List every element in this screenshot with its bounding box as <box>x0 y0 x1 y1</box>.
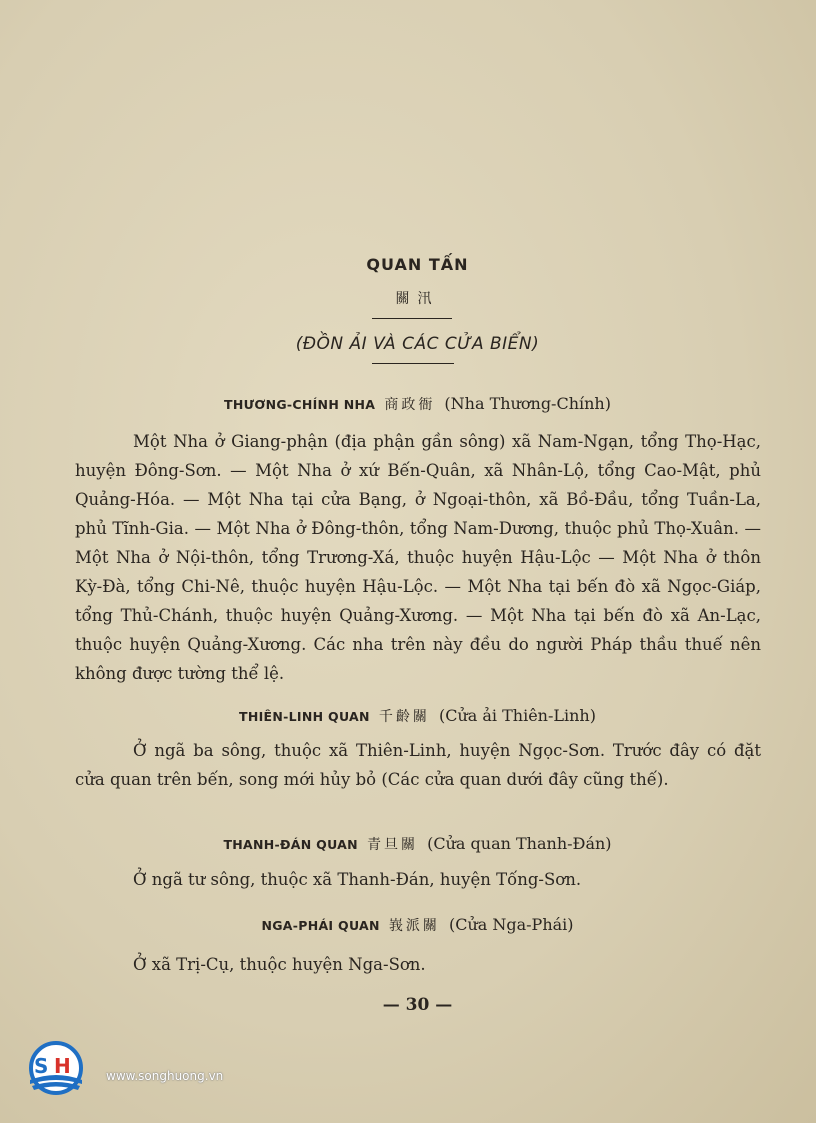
section-heading-thanh-dan <box>0 834 816 854</box>
section-name: THANH-ĐÁN QUAN <box>223 837 358 852</box>
section-han: 青旦關 <box>367 837 419 853</box>
page-title: QUAN TẤN <box>366 255 469 274</box>
section-gloss: (Cửa Nga-Phái) <box>448 915 574 934</box>
section-name: NGA-PHÁI QUAN <box>261 918 380 933</box>
section-body-thuong-chinh: Một Nha ở Giang-phận (địa phận gần sông) xã Nam-Ngạn, tổng Thọ-Hạc, huyện Đông-Sơn. — Một Nha ở xứ Bến-Quân, xã Nhân-Lộ, tổng Cao-Mật, phủ Quảng-Hóa. — Một Nha tại cửa Bạng, ở Ngoại-thôn, xã Bồ-Đầu, tổng Tuần-La, phủ Tĩnh-Gia. — Một Nha ở Đông-thôn, tổng Nam-Dương, thuộc phủ Thọ-Xuân. — Một Nha ở Nội-thôn, tổng Trương-Xá, thuộc huyện Hậu-Lộc — Một Nha ở thôn Kỳ-Đà, tổng Chi-Nê, thuộc huyện Hậu-Lộc. — Một Nha tại bến đò xã Ngọc-Giáp, tổng Thủ-Chánh, thuộc huyện Quảng-Xương. — Một Nha tại bến đò xã An-Lạc, thuộc huyện Quảng-Xương. Các nha trên này đều do người Pháp thầu thuế nên không được tường thể lệ. <box>75 432 761 683</box>
section-heading-nga-phai <box>0 915 816 935</box>
section-gloss: (Cửa quan Thanh-Đán) <box>427 834 612 853</box>
section-han: 商政衙 <box>384 397 436 413</box>
section-name: THƯƠNG-CHÍNH NHA <box>224 397 376 412</box>
title-divider <box>372 318 452 319</box>
subtitle-underline <box>372 363 454 364</box>
svg-text:S: S <box>34 1054 49 1078</box>
page-title-han: 關汛 <box>395 291 440 307</box>
section-heading-thien-linh <box>0 706 816 726</box>
svg-text:H: H <box>54 1054 71 1078</box>
section-heading-thuong-chinh <box>0 394 816 414</box>
section-gloss: (Cửa ải Thiên-Linh) <box>438 706 596 725</box>
section-body-thanh-dan: Ở ngã tư sông, thuộc xã Thanh-Đán, huyện Tống-Sơn. <box>133 870 582 889</box>
section-body-nga-phai: Ở xã Trị-Cụ, thuộc huyện Nga-Sơn. <box>133 955 426 974</box>
page-number: — 30 — <box>382 995 453 1015</box>
watermark-site-link[interactable]: www.songhuong.vn <box>106 1069 224 1083</box>
section-gloss: (Nha Thương-Chính) <box>444 394 611 413</box>
page-subtitle: (ĐỒN ẢI VÀ CÁC CỬA BIỂN) <box>295 334 540 354</box>
section-han: 峩派關 <box>388 918 440 934</box>
section-name: THIÊN-LINH QUAN <box>239 709 370 724</box>
songhuong-logo-icon <box>22 1040 94 1098</box>
section-body-thien-linh: Ở ngã ba sông, thuộc xã Thiên-Linh, huyện Ngọc-Sơn. Trước đây có đặt cửa quan trên bến, song mới hủy bỏ (Các cửa quan dưới đây cũng thế). <box>75 741 761 789</box>
section-han: 千齡關 <box>378 709 430 725</box>
